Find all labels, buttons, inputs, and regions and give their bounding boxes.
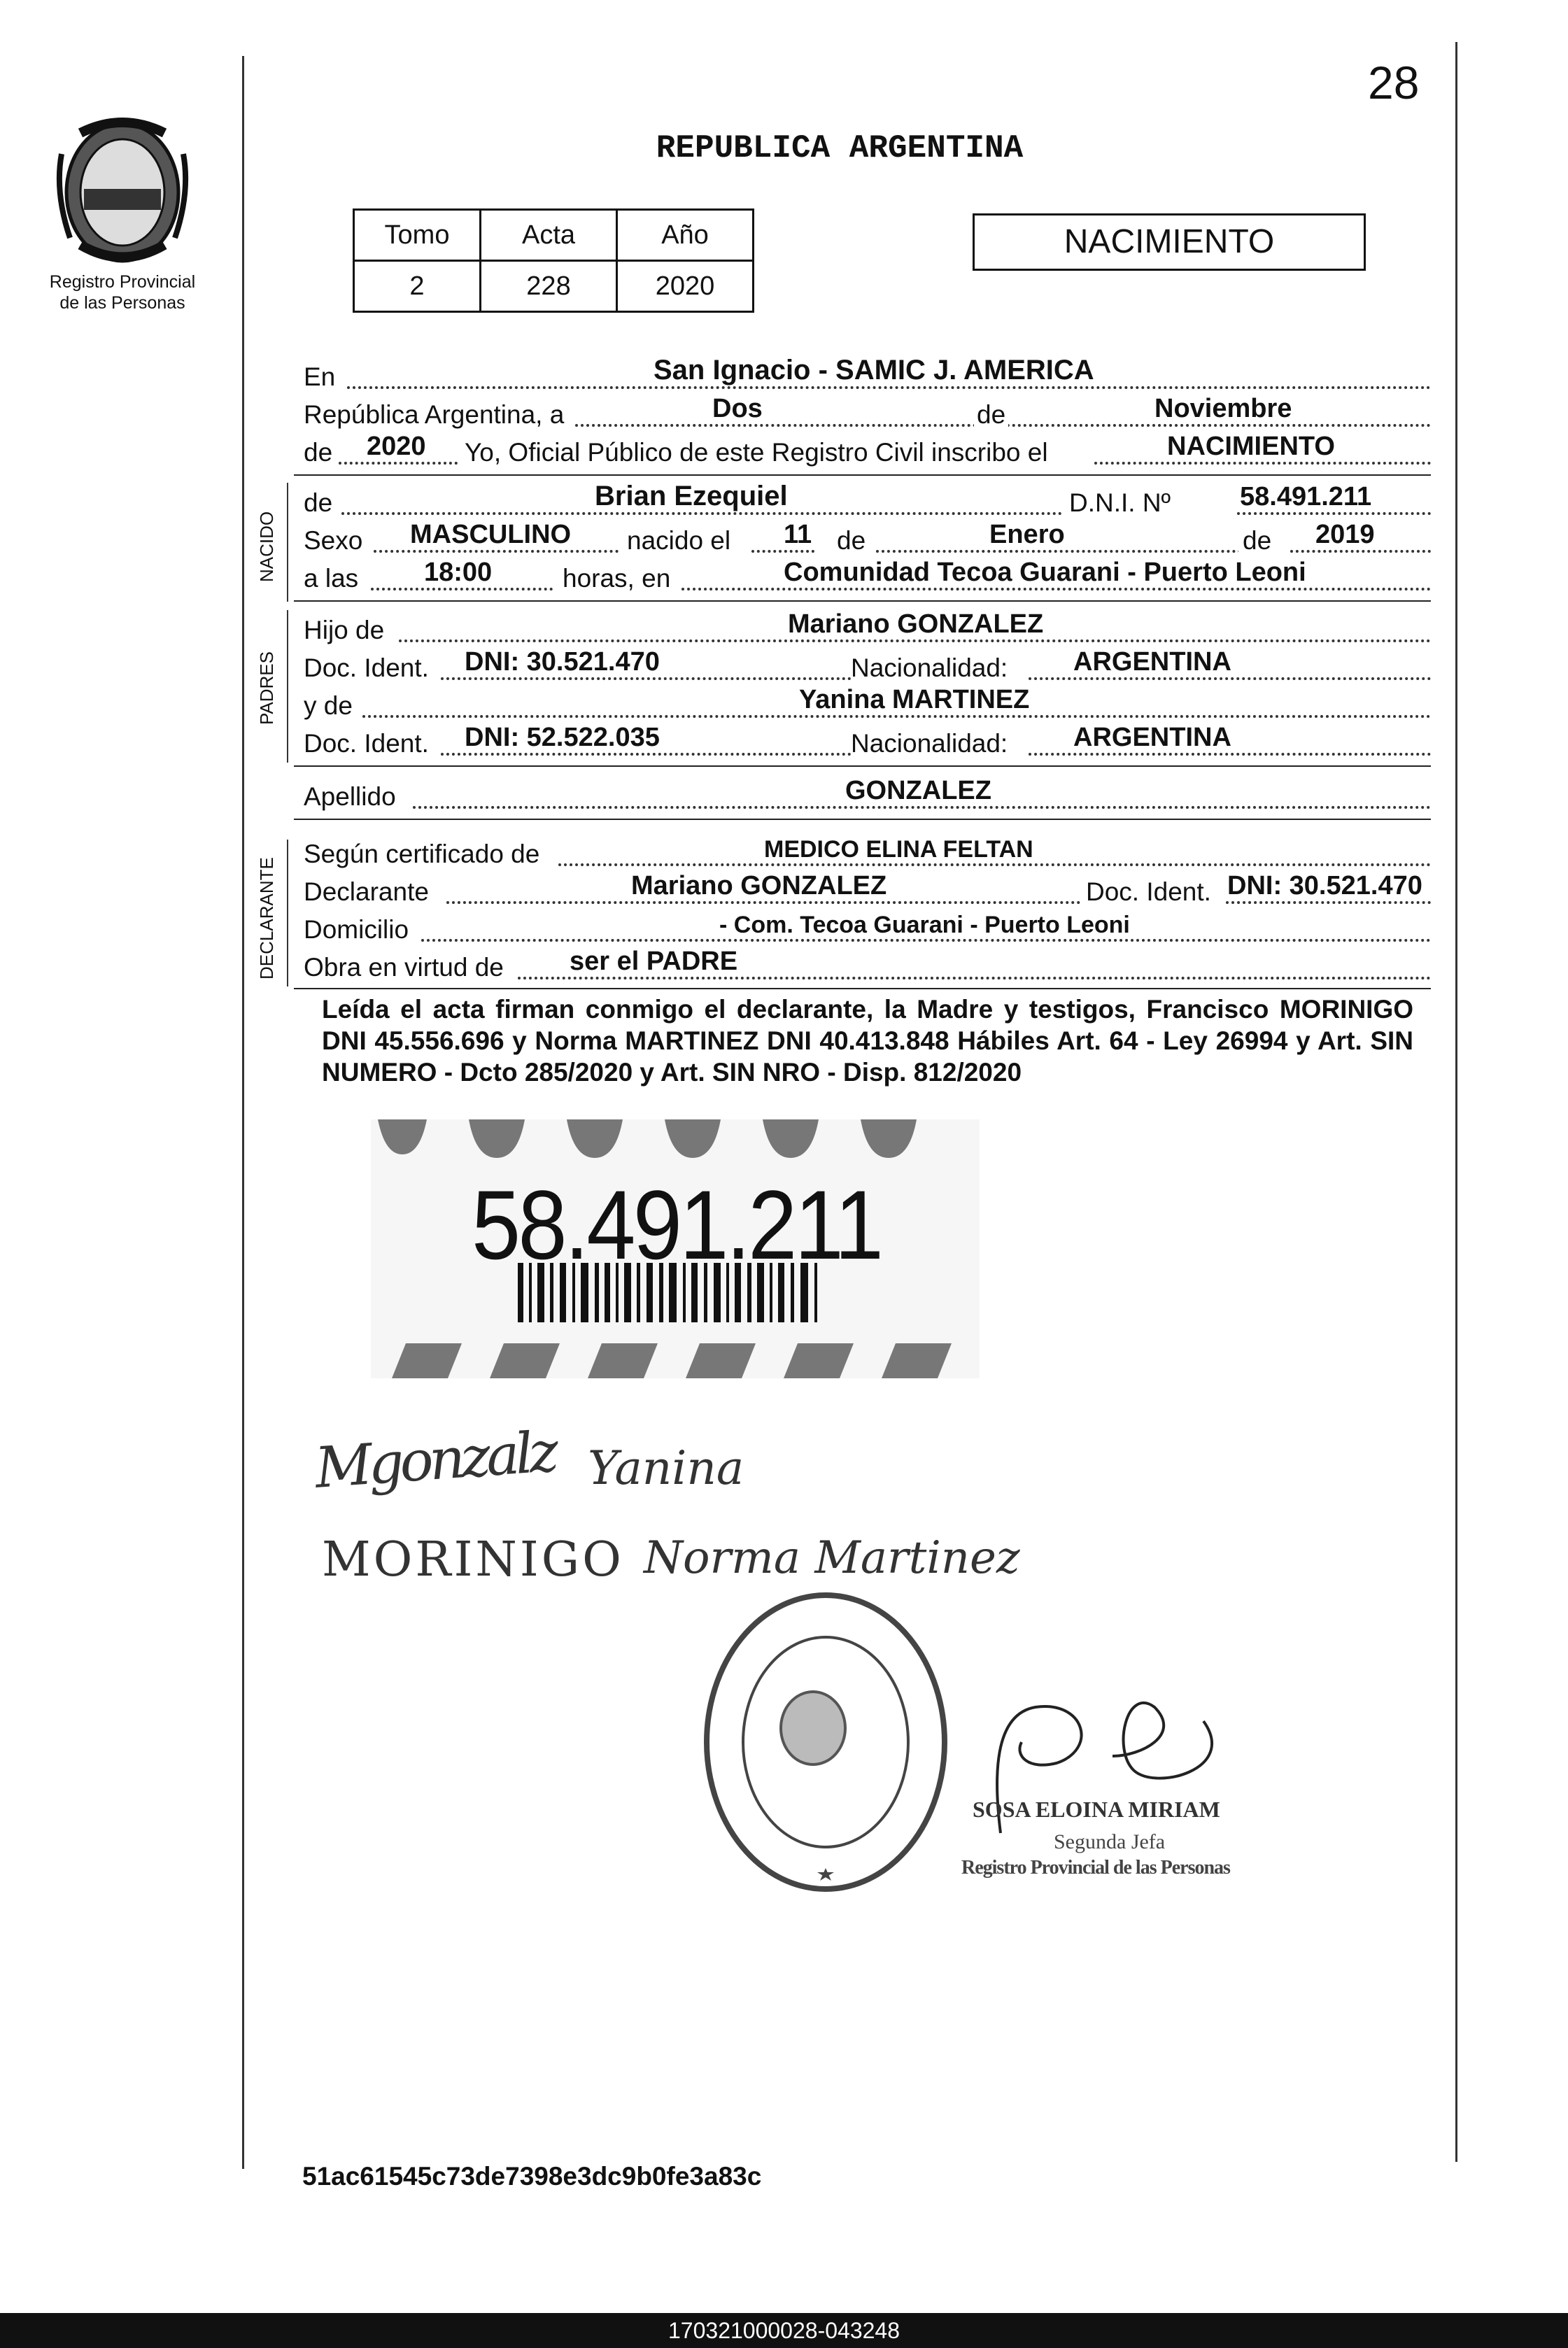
legal-text: Leída el acta firman conmigo el declarante, la Madre y testigos, Francisco MORINIGO DNI 45.556.696 y Norma MARTINEZ DNI 40.413.848 Hábiles Art. 64 - Ley 26994 y Art. SIN NUMERO - Dcto 285/2020 y Art. SIN NRO - Disp. 812/2020 — [322, 995, 1413, 1087]
caption-line-1: Registro Provincial — [49, 272, 196, 292]
divider — [294, 988, 1431, 989]
dotted-line — [421, 939, 1431, 942]
label-apellido: Apellido — [304, 782, 396, 811]
row-domicilio — [304, 911, 1431, 949]
row-madre-doc — [304, 725, 1431, 763]
dotted-line — [1094, 462, 1431, 465]
dotted-line — [1237, 512, 1431, 515]
row-inscribo — [304, 434, 1431, 472]
section-label-declarante: DECLARANTE — [256, 857, 277, 979]
left-margin-line — [242, 56, 244, 2169]
value-inscribo: NACIMIENTO — [1167, 432, 1335, 461]
value-anio-acta: 2020 — [367, 432, 426, 461]
label-hijo: Hijo de — [304, 616, 385, 644]
footer-code: 170321000028-043248 — [0, 2313, 1568, 2348]
value-madre-doc: DNI: 52.522.035 — [465, 723, 660, 752]
row-nombre — [304, 481, 1431, 522]
signature-norma: Norma Martinez — [644, 1532, 1020, 1584]
section-label-padres: PADRES — [256, 651, 277, 725]
value-apellido: GONZALEZ — [845, 776, 991, 805]
divider — [294, 600, 1431, 602]
section-bar-declarante — [287, 840, 288, 986]
row-hijo — [304, 611, 1431, 649]
signature-yanina: Yanina — [588, 1441, 744, 1495]
row-declarante — [304, 873, 1431, 911]
label-doc: Doc. Ident. — [1082, 877, 1211, 907]
header-tomo: Tomo — [354, 210, 481, 261]
label-domicilio: Domicilio — [304, 915, 409, 944]
sticker-number: 58.491.211 — [472, 1170, 882, 1280]
registry-stamp-icon — [700, 1588, 952, 1896]
divider — [294, 474, 1431, 476]
dotted-line — [1029, 753, 1431, 756]
official-office: Registro Provincial de las Personas — [961, 1857, 1230, 1879]
value-nac-mes: Enero — [989, 520, 1065, 549]
dotted-line — [558, 863, 1431, 866]
label-yo: Yo, Oficial Público de este Registro Civil inscribo el — [465, 438, 1048, 467]
divider — [294, 819, 1431, 820]
registry-caption — [21, 271, 224, 313]
value-sexo: MASCULINO — [410, 520, 572, 549]
right-margin-line — [1455, 42, 1457, 2162]
row-hora — [304, 560, 1431, 597]
label-de: de — [304, 488, 333, 517]
row-fecha — [304, 396, 1431, 434]
value-segun: MEDICO ELINA FELTAN — [764, 836, 1033, 863]
section-bar-nacido — [287, 483, 288, 602]
label-segun: Según certificado de — [304, 840, 540, 868]
row-padre-doc — [304, 649, 1431, 687]
value-declarante: Mariano GONZALEZ — [631, 871, 887, 900]
value-tomo: 2 — [354, 261, 481, 312]
value-padre: Mariano GONZALEZ — [788, 609, 1044, 639]
document-hash: 51ac61545c73de7398e3dc9b0fe3a83c — [302, 2162, 762, 2191]
label-de: de — [974, 400, 1008, 430]
tomo-acta-table — [353, 208, 754, 313]
dotted-line — [339, 462, 458, 465]
label-de: de — [1238, 526, 1276, 556]
row-segun — [304, 835, 1431, 873]
record-type-box: NACIMIENTO — [973, 213, 1366, 271]
page-number: 28 — [1368, 57, 1420, 108]
label-nacido: nacido el — [627, 526, 731, 555]
document-title: REPUBLICA ARGENTINA — [656, 130, 1024, 167]
dotted-line — [399, 639, 1431, 642]
label-de: de — [304, 438, 333, 467]
label-sexo: Sexo — [304, 526, 363, 555]
dotted-line — [1290, 550, 1431, 553]
value-padre-doc: DNI: 30.521.470 — [465, 647, 660, 677]
label-doc: Doc. Ident. — [304, 653, 429, 682]
official-role: Segunda Jefa — [1054, 1830, 1166, 1853]
dotted-line — [876, 550, 1247, 553]
label-declarante: Declarante — [304, 877, 429, 906]
label-yde: y de — [304, 691, 353, 720]
value-obra: ser el PADRE — [570, 947, 738, 976]
label-doc: Doc. Ident. — [304, 729, 429, 758]
dotted-line — [341, 512, 1062, 515]
dotted-line — [362, 715, 1431, 718]
value-domicilio: - Com. Tecoa Guarani - Puerto Leoni — [719, 912, 1130, 938]
label-nacionalidad: Nacionalidad: — [851, 653, 1008, 682]
dotted-line — [413, 806, 1431, 809]
dotted-line — [681, 588, 1431, 590]
section-bar-padres — [287, 610, 288, 763]
dni-sticker — [371, 1119, 980, 1378]
caption-line-2: de las Personas — [59, 293, 185, 313]
dotted-line — [1226, 901, 1431, 904]
dotted-line — [1029, 677, 1431, 680]
value-declarante-doc: DNI: 30.521.470 — [1227, 871, 1422, 900]
value-madre-nac: ARGENTINA — [1073, 723, 1231, 752]
dotted-line — [374, 550, 619, 553]
header-anio: Año — [617, 210, 754, 261]
value-madre: Yanina MARTINEZ — [799, 685, 1030, 714]
label-en: En — [304, 362, 336, 391]
header-acta: Acta — [481, 210, 617, 261]
row-en — [304, 355, 1431, 396]
value-mes: Noviembre — [1154, 394, 1292, 423]
value-place: San Ignacio - SAMIC J. AMERICA — [654, 355, 1094, 386]
signature-mark: Mgonzalz — [313, 1419, 557, 1501]
label-dni: D.N.I. Nº — [1069, 488, 1171, 517]
value-dia: Dos — [712, 394, 763, 423]
value-nombre: Brian Ezequiel — [595, 481, 788, 511]
label-horas: horas, en — [563, 564, 671, 593]
value-padre-nac: ARGENTINA — [1073, 647, 1231, 677]
value-hora: 18:00 — [424, 558, 493, 587]
value-dni: 58.491.211 — [1240, 482, 1372, 511]
dotted-line — [371, 588, 553, 590]
signature-morinigo: MORINIGO — [322, 1532, 624, 1587]
dotted-line — [751, 550, 814, 553]
row-sexo — [304, 522, 1431, 560]
official-name: SOSA ELOINA MIRIAM — [973, 1797, 1220, 1822]
value-lugar: Comunidad Tecoa Guarani - Puerto Leoni — [784, 558, 1306, 587]
value-anio: 2020 — [617, 261, 754, 312]
label-obra: Obra en virtud de — [304, 953, 504, 982]
value-nac-dia: 11 — [784, 520, 812, 549]
value-nac-anio: 2019 — [1315, 520, 1375, 549]
divider — [294, 765, 1431, 767]
row-apellido — [304, 778, 1431, 816]
dotted-line — [347, 386, 1431, 389]
label-de: de — [837, 526, 866, 555]
row-madre — [304, 687, 1431, 725]
label-alas: a las — [304, 564, 359, 593]
label-republica: República Argentina, a — [304, 400, 565, 429]
dotted-line — [518, 977, 1431, 979]
row-obra — [304, 949, 1431, 986]
section-label-nacido: NACIDO — [256, 511, 277, 582]
value-acta: 228 — [481, 261, 617, 312]
label-nacionalidad: Nacionalidad: — [851, 729, 1008, 758]
